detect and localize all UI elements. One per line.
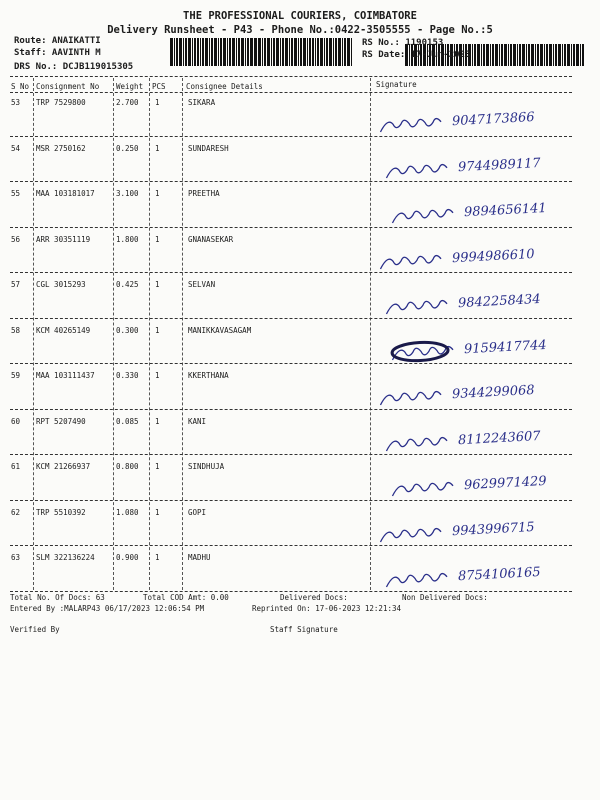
barcode-bar bbox=[517, 44, 518, 66]
row-weight: 1.800 bbox=[116, 234, 139, 244]
barcode-bar bbox=[312, 38, 315, 66]
col-divider bbox=[113, 78, 114, 590]
row-signature bbox=[378, 515, 536, 545]
staff-label: Staff: AAVINTH M bbox=[14, 48, 101, 58]
row-weight: 0.330 bbox=[116, 371, 139, 380]
barcode-bar bbox=[194, 38, 196, 66]
barcode-bar bbox=[499, 44, 500, 66]
barcode-bar bbox=[544, 44, 545, 66]
row-separator bbox=[10, 136, 572, 137]
barcode-bar bbox=[501, 44, 503, 66]
barcode-bar bbox=[315, 38, 316, 66]
header-bottom-rule bbox=[10, 92, 572, 93]
col-signature: Signature bbox=[376, 80, 417, 89]
row-weight: 0.085 bbox=[116, 416, 139, 426]
row-pcs: 1 bbox=[155, 462, 160, 471]
signature-phone-number: 9159417744 bbox=[463, 336, 548, 357]
row-weight: 3.100 bbox=[116, 189, 139, 198]
row-consignee: GNANASEKAR bbox=[188, 234, 234, 244]
barcode-bar bbox=[576, 44, 579, 66]
barcode-bar bbox=[276, 38, 279, 66]
barcode-bar bbox=[528, 44, 530, 66]
barcode-bar bbox=[205, 38, 208, 66]
row-separator bbox=[10, 591, 572, 592]
row-consignment-no: CGL 3015293 bbox=[36, 280, 86, 289]
barcode-bar bbox=[185, 38, 187, 66]
row-consignment-no: TRP 5510392 bbox=[36, 507, 86, 517]
signature-phone-number: 9842258434 bbox=[457, 291, 542, 311]
barcode-bar bbox=[291, 38, 293, 66]
signature-phone-number: 9629971429 bbox=[463, 473, 548, 493]
barcode-bar bbox=[227, 38, 228, 66]
barcode-bar bbox=[344, 38, 346, 66]
barcode-bar bbox=[247, 38, 249, 66]
barcode-bar bbox=[317, 38, 319, 66]
row-separator bbox=[10, 318, 572, 319]
row-pcs: 1 bbox=[155, 371, 160, 380]
row-separator bbox=[10, 272, 572, 273]
barcode-bar bbox=[258, 38, 261, 66]
row-separator bbox=[10, 409, 572, 410]
barcode-bar bbox=[200, 38, 201, 66]
signature-phone-number: 8112243607 bbox=[457, 427, 542, 448]
row-weight: 0.900 bbox=[116, 553, 139, 562]
row-signature bbox=[384, 288, 542, 318]
barcode-bar bbox=[567, 44, 570, 66]
barcode-bar bbox=[483, 44, 485, 66]
row-consignee: SELVAN bbox=[188, 280, 216, 289]
row-consignee: MANIKKAVASAGAM bbox=[188, 325, 252, 335]
signature-phone-number: 9744989117 bbox=[457, 154, 542, 175]
barcode-bar bbox=[202, 38, 204, 66]
col-sno: S No bbox=[11, 82, 30, 91]
barcode-bar bbox=[510, 44, 512, 66]
barcode-bar bbox=[197, 38, 200, 66]
drs-number: DRS No.: DCJB119015305 bbox=[14, 62, 134, 72]
row-consignment-no: MSR 2750162 bbox=[36, 143, 86, 153]
barcode-bar bbox=[271, 38, 272, 66]
barcode-bar bbox=[176, 38, 178, 66]
row-signature bbox=[390, 470, 548, 500]
barcode-bar bbox=[192, 38, 193, 66]
row-separator bbox=[10, 181, 572, 182]
barcode-bar bbox=[564, 44, 566, 66]
row-consignment-no: ARR 30351119 bbox=[36, 234, 91, 244]
barcode-bar bbox=[285, 38, 288, 66]
company-title: THE PROFESSIONAL COURIERS, COIMBATORE bbox=[183, 10, 417, 22]
signature-scribble bbox=[378, 247, 449, 273]
signature-phone-number: 9943996715 bbox=[451, 518, 536, 539]
barcode-bar bbox=[342, 38, 343, 66]
barcode-bar bbox=[300, 38, 302, 66]
barcode-bar bbox=[535, 44, 536, 66]
reprinted-on: Reprinted On: 17-06-2023 12:21:34 bbox=[252, 604, 402, 613]
barcode-bar bbox=[179, 38, 182, 66]
row-signature bbox=[378, 379, 536, 409]
col-weight: Weight bbox=[116, 82, 144, 91]
signature-phone-number: 9994986610 bbox=[451, 245, 536, 266]
signature-scribble bbox=[384, 292, 455, 318]
row-sno: 62 bbox=[11, 507, 21, 517]
barcode-bar bbox=[241, 38, 244, 66]
barcode-bar bbox=[188, 38, 191, 66]
col-divider bbox=[370, 78, 371, 590]
row-consignment-no: MAA 103111437 bbox=[36, 371, 95, 380]
route-label: Route: ANAIKATTI bbox=[14, 36, 101, 46]
rs-date: RS Date: 17-Jun-2023 bbox=[362, 50, 471, 60]
signature-scribble bbox=[378, 520, 449, 546]
row-separator bbox=[10, 545, 572, 546]
row-sno: 61 bbox=[11, 462, 21, 471]
barcode-bar bbox=[174, 38, 175, 66]
row-weight: 0.250 bbox=[116, 143, 139, 153]
barcode-bar bbox=[546, 44, 548, 66]
row-separator bbox=[10, 363, 572, 364]
barcode-left bbox=[170, 38, 353, 66]
barcode-bar bbox=[289, 38, 290, 66]
signature-scribble bbox=[390, 201, 461, 227]
barcode-bar bbox=[326, 38, 328, 66]
barcode-bar bbox=[573, 44, 575, 66]
row-weight: 0.300 bbox=[116, 325, 139, 335]
non-delivered-docs: Non Delivered Docs: bbox=[402, 593, 488, 602]
barcode-bar bbox=[298, 38, 299, 66]
signature-scribble bbox=[384, 565, 455, 591]
staff-signature: Staff Signature bbox=[270, 625, 338, 634]
barcode-bar bbox=[250, 38, 253, 66]
entered-by: Entered By :MALARP43 06/17/2023 12:06:54 PM bbox=[10, 604, 205, 613]
row-pcs: 1 bbox=[155, 416, 160, 426]
barcode-bar bbox=[309, 38, 311, 66]
row-consignment-no: RPT 5207490 bbox=[36, 416, 86, 426]
row-sno: 55 bbox=[11, 189, 21, 198]
barcode-bar bbox=[338, 38, 341, 66]
barcode-bar bbox=[582, 44, 584, 66]
barcode-bar bbox=[553, 44, 554, 66]
barcode-bar bbox=[218, 38, 219, 66]
barcode-bar bbox=[267, 38, 270, 66]
barcode-bar bbox=[504, 44, 507, 66]
barcode-bar bbox=[183, 38, 184, 66]
barcode-bar bbox=[262, 38, 263, 66]
row-consignment-no: KCM 40265149 bbox=[36, 325, 91, 335]
barcode-bar bbox=[223, 38, 226, 66]
barcode-bar bbox=[526, 44, 527, 66]
signature-scribble bbox=[378, 110, 449, 136]
col-consignment: Consignment No bbox=[36, 82, 100, 91]
signature-scribble bbox=[384, 156, 455, 182]
signature-phone-number: 8754106165 bbox=[457, 564, 542, 584]
verified-by: Verified By bbox=[10, 625, 60, 634]
barcode-bar bbox=[335, 38, 337, 66]
barcode-bar bbox=[303, 38, 306, 66]
col-divider bbox=[149, 78, 150, 590]
barcode-bar bbox=[211, 38, 213, 66]
barcode-bar bbox=[490, 44, 491, 66]
barcode-bar bbox=[481, 44, 482, 66]
barcode-bar bbox=[294, 38, 297, 66]
row-consignee: GOPI bbox=[188, 507, 207, 517]
barcode-bar bbox=[220, 38, 222, 66]
barcode-bar bbox=[508, 44, 509, 66]
barcode-bar bbox=[329, 38, 332, 66]
barcode-bar bbox=[537, 44, 539, 66]
barcode-bar bbox=[347, 38, 350, 66]
barcode-bar bbox=[580, 44, 581, 66]
row-consignee: SIKARA bbox=[188, 98, 216, 107]
barcode-bar bbox=[236, 38, 237, 66]
col-divider bbox=[182, 78, 183, 590]
row-signature bbox=[384, 561, 542, 591]
row-pcs: 1 bbox=[155, 143, 160, 153]
signature-scribble bbox=[384, 429, 455, 455]
barcode-bar bbox=[209, 38, 210, 66]
row-consignment-no: TRP 7529800 bbox=[36, 98, 86, 107]
row-pcs: 1 bbox=[155, 234, 160, 244]
barcode-bar bbox=[273, 38, 275, 66]
rs-number: RS No.: 1190153 bbox=[362, 38, 444, 48]
signature-phone-number: 9894656141 bbox=[463, 200, 548, 220]
row-consignee: SINDHUJA bbox=[188, 462, 225, 471]
row-signature bbox=[378, 242, 536, 272]
row-sno: 57 bbox=[11, 280, 21, 289]
barcode-bar bbox=[255, 38, 257, 66]
row-consignee: KANI bbox=[188, 416, 207, 426]
row-consignee: MADHU bbox=[188, 553, 211, 562]
barcode-bar bbox=[232, 38, 235, 66]
row-weight: 0.425 bbox=[116, 280, 139, 289]
row-consignment-no: MAA 103181017 bbox=[36, 189, 95, 198]
row-pcs: 1 bbox=[155, 280, 160, 289]
row-sno: 54 bbox=[11, 143, 21, 153]
barcode-bar bbox=[519, 44, 521, 66]
row-weight: 1.080 bbox=[116, 507, 139, 517]
row-sno: 60 bbox=[11, 416, 21, 426]
barcode-bar bbox=[571, 44, 572, 66]
row-signature bbox=[390, 197, 548, 227]
col-divider bbox=[33, 78, 34, 590]
barcode-bar bbox=[264, 38, 266, 66]
barcode-bar bbox=[549, 44, 552, 66]
row-sno: 58 bbox=[11, 325, 21, 335]
row-signature bbox=[390, 333, 548, 363]
row-pcs: 1 bbox=[155, 553, 160, 562]
barcode-bar bbox=[492, 44, 494, 66]
row-consignment-no: SLM 322136224 bbox=[36, 553, 95, 562]
row-consignee: PREETHA bbox=[188, 189, 220, 198]
barcode-bar bbox=[472, 44, 473, 66]
row-pcs: 1 bbox=[155, 325, 160, 335]
barcode-bar bbox=[562, 44, 563, 66]
barcode-bar bbox=[351, 38, 352, 66]
row-sno: 63 bbox=[11, 553, 21, 562]
barcode-bar bbox=[280, 38, 281, 66]
row-weight: 0.800 bbox=[116, 462, 139, 471]
barcode-bar bbox=[513, 44, 516, 66]
barcode-bar bbox=[282, 38, 284, 66]
row-consignee: KKERTHANA bbox=[188, 371, 229, 380]
barcode-bar bbox=[238, 38, 240, 66]
barcode-bar bbox=[555, 44, 557, 66]
total-docs: Total No. Of Docs: 63 bbox=[10, 593, 105, 602]
row-separator bbox=[10, 454, 572, 455]
barcode-bar bbox=[522, 44, 525, 66]
barcode-bar bbox=[558, 44, 561, 66]
barcode-bar bbox=[477, 44, 480, 66]
barcode-bar bbox=[245, 38, 246, 66]
barcode-bar bbox=[324, 38, 325, 66]
signature-scribble bbox=[390, 474, 461, 500]
row-separator bbox=[10, 227, 572, 228]
barcode-bar bbox=[229, 38, 231, 66]
barcode-bar bbox=[320, 38, 323, 66]
row-pcs: 1 bbox=[155, 98, 160, 107]
row-consignee: SUNDARESH bbox=[188, 143, 229, 153]
row-pcs: 1 bbox=[155, 189, 160, 198]
col-pcs: PCS bbox=[152, 82, 166, 91]
signature-phone-number: 9047173866 bbox=[451, 109, 536, 129]
row-sno: 53 bbox=[11, 98, 21, 107]
row-signature bbox=[378, 106, 536, 136]
row-weight: 2.700 bbox=[116, 98, 139, 107]
barcode-bar bbox=[214, 38, 217, 66]
col-consignee: Consignee Details bbox=[186, 82, 263, 91]
barcode-bar bbox=[170, 38, 173, 66]
barcode-bar bbox=[531, 44, 534, 66]
signature-scribble bbox=[390, 338, 461, 364]
signature-phone-number: 9344299068 bbox=[451, 382, 536, 402]
row-signature bbox=[384, 424, 542, 454]
delivered-docs: Delivered Docs: bbox=[280, 593, 348, 602]
row-consignment-no: KCM 21266937 bbox=[36, 462, 91, 471]
barcode-bar bbox=[474, 44, 476, 66]
barcode-bar bbox=[333, 38, 334, 66]
row-signature bbox=[384, 151, 542, 181]
signature-scribble bbox=[378, 383, 449, 409]
row-sno: 59 bbox=[11, 371, 21, 380]
barcode-bar bbox=[486, 44, 489, 66]
row-sno: 56 bbox=[11, 234, 21, 244]
total-cod: Total COD Amt: 0.00 bbox=[143, 593, 229, 602]
barcode-bar bbox=[254, 38, 255, 66]
row-pcs: 1 bbox=[155, 507, 160, 517]
runsheet-subtitle: Delivery Runsheet - P43 - Phone No.:0422-3505555 - Page No.:5 bbox=[107, 24, 493, 36]
header-top-rule bbox=[10, 76, 572, 77]
row-separator bbox=[10, 500, 572, 501]
barcode-bar bbox=[307, 38, 308, 66]
barcode-bar bbox=[495, 44, 498, 66]
barcode-bar bbox=[540, 44, 543, 66]
